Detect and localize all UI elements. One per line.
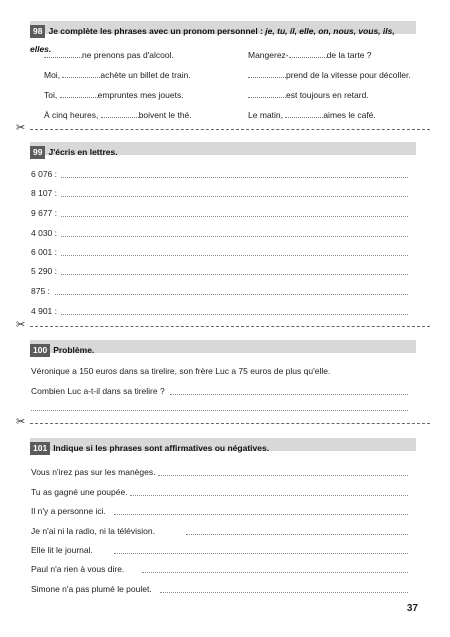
sentence-98-5: Mangerez- de la tarte ?: [248, 50, 372, 60]
exercise-101-header: [30, 438, 416, 451]
exercise-number: 100: [30, 344, 50, 357]
sentence-98-6: prend de la vitesse pour décoller.: [248, 69, 411, 81]
number-item: 8 107 :: [31, 188, 57, 198]
exercise-number: 99: [30, 146, 45, 159]
number-item: 4 901 :: [31, 306, 57, 316]
exercise-100-header: [30, 340, 416, 353]
exercise-title: J'écris en lettres.: [48, 147, 118, 157]
answer-blank[interactable]: [62, 69, 100, 78]
sentence-101: Simone n'a pas plumé le poulet.: [31, 584, 152, 594]
answer-line[interactable]: [130, 495, 408, 496]
cut-line: [16, 418, 430, 428]
answer-blank[interactable]: [285, 109, 323, 118]
scissors-icon: ✂: [16, 416, 26, 428]
sentence-98-3: Toi, empruntes mes jouets.: [44, 90, 184, 100]
exercise-number: 101: [30, 442, 50, 455]
sentence-101: Je n'ai ni la radio, ni la télévision.: [31, 526, 155, 536]
exercise-number: 98: [30, 25, 45, 38]
exercise-title: Je complète les phrases avec un pronom personnel : je, tu, il, elle, on, nous, vous, ils, elles.: [30, 26, 395, 54]
answer-line[interactable]: [61, 216, 408, 217]
answer-blank[interactable]: [101, 109, 139, 118]
sentence-98-4: À cinq heures, boivent le thé.: [44, 110, 192, 120]
sentence-98-7: est toujours en retard.: [248, 89, 369, 101]
answer-line[interactable]: [142, 572, 408, 573]
answer-line[interactable]: [61, 255, 408, 256]
sentence-101: Tu as gagné une poupée.: [31, 487, 128, 497]
answer-line[interactable]: [114, 514, 408, 515]
answer-line[interactable]: [160, 592, 408, 593]
sentence-101: Il n'y a personne ici.: [31, 506, 106, 516]
answer-blank[interactable]: [248, 69, 286, 78]
answer-line[interactable]: [61, 177, 408, 178]
answer-line[interactable]: [158, 475, 408, 476]
sentence-98-1: ne prenons pas d'alcool.: [44, 49, 174, 61]
sentence-98-2: Moi, achète un billet de train.: [44, 70, 191, 80]
cut-line: [16, 321, 430, 331]
problem-statement: Véronique a 150 euros dans sa tirelire, son frère Luc a 75 euros de plus qu'elle.: [31, 366, 331, 376]
cut-line: [16, 124, 430, 134]
scissors-icon: ✂: [16, 122, 26, 134]
answer-line[interactable]: [61, 314, 408, 315]
number-item: 875 :: [31, 286, 50, 296]
exercise-title: Indique si les phrases sont affirmatives ou négatives.: [53, 443, 270, 453]
sentence-98-8: Le matin, aimes le café.: [248, 110, 376, 120]
answer-line[interactable]: [61, 274, 408, 275]
answer-line[interactable]: [61, 236, 408, 237]
sentence-101: Elle lit le journal.: [31, 545, 93, 555]
answer-blank[interactable]: [44, 49, 82, 58]
exercise-98-header: [30, 21, 416, 54]
answer-line[interactable]: [61, 196, 408, 197]
answer-blank[interactable]: [60, 89, 98, 98]
number-item: 4 030 :: [31, 228, 57, 238]
answer-blank[interactable]: [248, 89, 286, 98]
number-item: 9 677 :: [31, 208, 57, 218]
number-item: 6 076 :: [31, 169, 57, 179]
problem-question: Combien Luc a-t-il dans sa tirelire ?: [31, 386, 165, 396]
sentence-101: Paul n'a rien à vous dire.: [31, 564, 125, 574]
answer-line[interactable]: [114, 553, 408, 554]
answer-blank[interactable]: [289, 49, 327, 58]
number-item: 5 290 :: [31, 266, 57, 276]
answer-line[interactable]: [31, 410, 408, 411]
sentence-101: Vous n'irez pas sur les manèges.: [31, 467, 156, 477]
answer-line[interactable]: [186, 534, 408, 535]
answer-line[interactable]: [55, 294, 408, 295]
number-item: 6 001 :: [31, 247, 57, 257]
exercise-99-header: [30, 142, 416, 155]
answer-line[interactable]: [170, 394, 408, 395]
page-number: 37: [406, 603, 418, 614]
exercise-title: Problème.: [53, 345, 95, 355]
scissors-icon: ✂: [16, 319, 26, 331]
